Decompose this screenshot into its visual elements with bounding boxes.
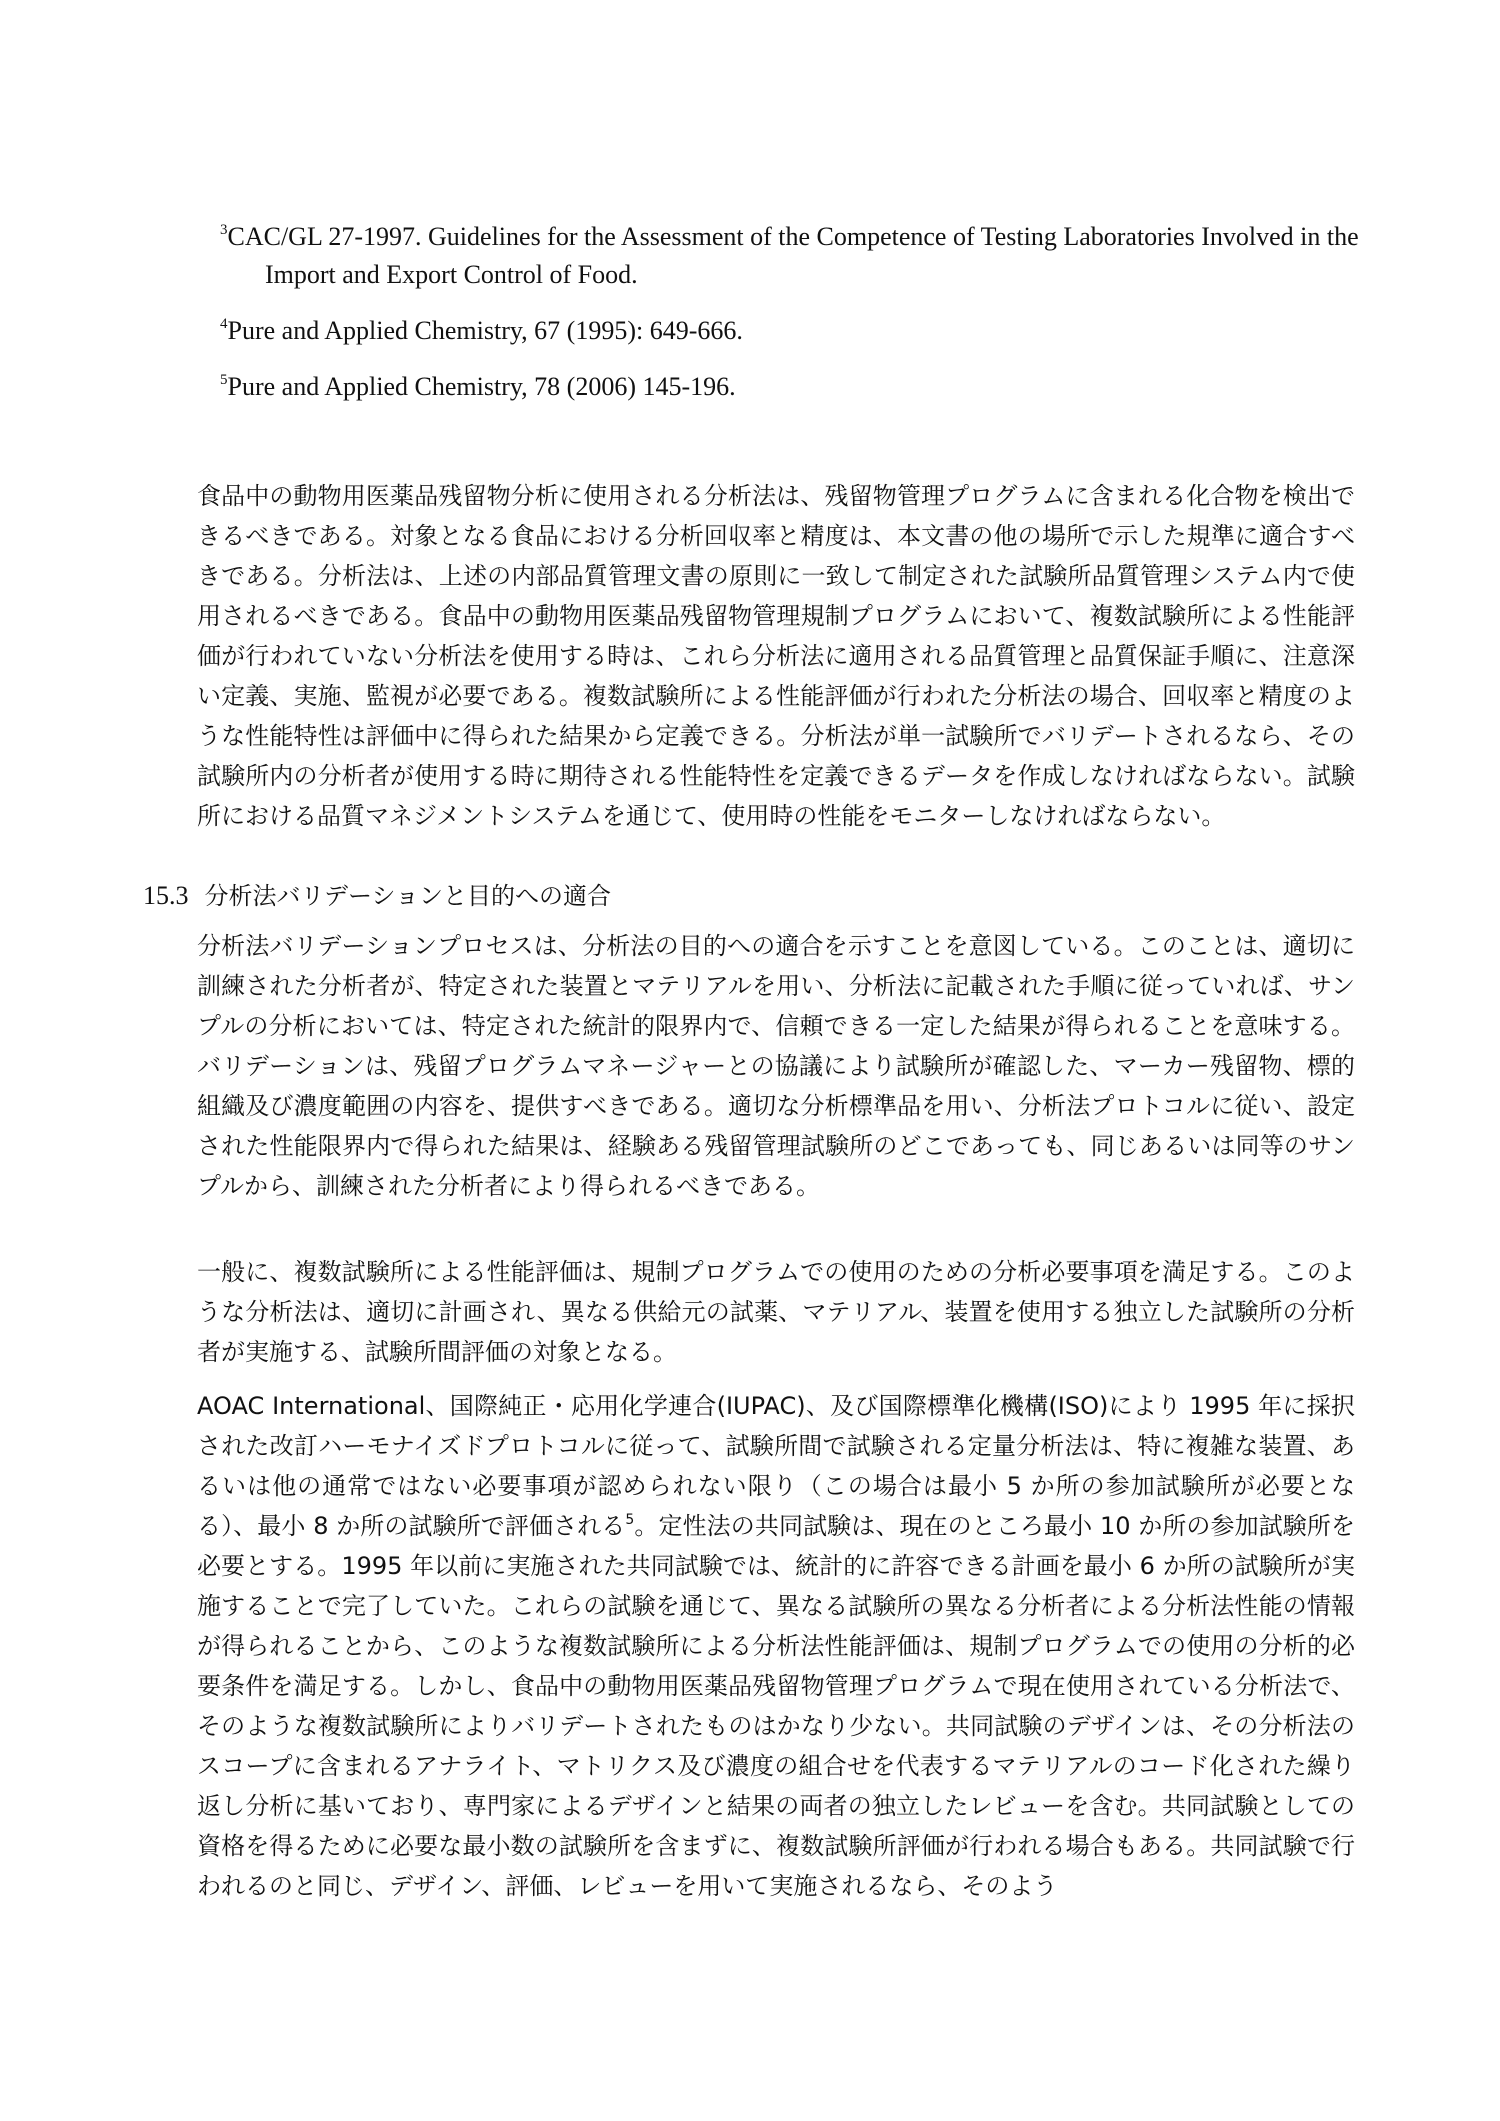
paragraph-text-a: AOAC International、国際純正・応用化学連合(IUPAC)、及び国際標準化機構(ISO)により 1995 年に採択された改訂ハーモナイズドプロトコルに従って、試験所間で試験される定量分析法は、特に複雑な装置、あるいは他の通常ではない必要事項が認められない限り（この場合は最小 5 か所の参加試験所が必要となる）、最小 8 か所の試験所で評価される xyxy=(197,1392,1355,1540)
reference-mark: 5 xyxy=(625,1512,635,1528)
reference-mark: 5 xyxy=(220,372,228,388)
section-title: 分析法バリデーションと目的への適合 xyxy=(204,882,612,910)
reference-5 xyxy=(220,368,1385,406)
reference-text: Pure and Applied Chemistry, 78 (2006) 145-196. xyxy=(227,372,736,401)
paragraph-collaborative-study xyxy=(197,1386,1355,1906)
section-number: 15.3 xyxy=(143,881,189,910)
paragraph-method-validation: 分析法バリデーションプロセスは、分析法の目的への適合を示すことを意図している。このことは、適切に訓練された分析者が、特定された装置とマテリアルを用い、分析法に記載された手順に従っていれば、サンプルの分析においては、特定された統計的限界内で、信頼できる一定した結果が得られることを意味する。バリデーションは、残留プログラムマネージャーとの協議により試験所が確認した、マーカー残留物、標的組織及び濃度範囲の内容を、提供すべきである。適切な分析標準品を用い、分析法プロトコルに従い、設定された性能限界内で得られた結果は、経験ある残留管理試験所のどこであっても、同じあるいは同等のサンプルから、訓練された分析者により得られるべきである。 xyxy=(197,932,1355,1200)
reference-4 xyxy=(220,312,1385,350)
reference-mark: 3 xyxy=(220,222,228,238)
section-heading xyxy=(143,876,1343,916)
reference-mark: 4 xyxy=(220,316,228,332)
reference-3 xyxy=(220,218,1385,294)
reference-text: CAC/GL 27-1997. Guidelines for the Assessment of the Competence of Testing Laboratories Involved in the Import and Export Control of Food. xyxy=(227,222,1359,289)
paragraph-text-b: 。定性法の共同試験は、現在のところ最小 10 か所の参加試験所を必要とする。1995 年以前に実施された共同試験では、統計的に許容できる計画を最小 6 か所の試験所が実施することで完了していた。これらの試験を通じて、異なる試験所の異なる分析者による分析法性能の情報が得られることから、このような複数試験所による分析法性能評価は、規制プログラムでの使用の分析的必要条件を満足する。しかし、食品中の動物用医薬品残留物管理プログラムで現在使用されている分析法で、そのような複数試験所によりバリデートされたものはかなり少ない。共同試験のデザインは、その分析法のスコープに含まれるアナライト、マトリクス及び濃度の組合せを代表するマテリアルのコード化された繰り返し分析に基いており、専門家によるデザインと結果の両者の独立したレビューを含む。共同試験としての資格を得るために必要な最小数の試験所を含まずに、複数試験所評価が行われる場合もある。共同試験で行われるのと同じ、デザイン、評価、レビューを用いて実施されるなら、そのよう xyxy=(197,1512,1356,1900)
paragraph-residue-analysis: 食品中の動物用医薬品残留物分析に使用される分析法は、残留物管理プログラムに含まれる化合物を検出できるべきである。対象となる食品における分析回収率と精度は、本文書の他の場所で示した規準に適合すべきである。分析法は、上述の内部品質管理文書の原則に一致して制定された試験所品質管理システム内で使用されるべきである。食品中の動物用医薬品残留物管理規制プログラムにおいて、複数試験所による性能評価が行われていない分析法を使用する時は、これら分析法に適用される品質管理と品質保証手順に、注意深い定義、実施、監視が必要である。複数試験所による性能評価が行われた分析法の場合、回収率と精度のような性能特性は評価中に得られた結果から定義できる。分析法が単一試験所でバリデートされるなら、その試験所内の分析者が使用する時に期待される性能特性を定義できるデータを作成しなければならない。試験所における品質マネジメントシステムを通じて、使用時の性能をモニターしなければならない。 xyxy=(197,482,1355,830)
paragraph-interlaboratory: 一般に、複数試験所による性能評価は、規制プログラムでの使用のための分析必要事項を満足する。このような分析法は、適切に計画され、異なる供給元の試薬、マテリアル、装置を使用する独立した試験所の分析者が実施する、試験所間評価の対象となる。 xyxy=(197,1258,1355,1366)
reference-text: Pure and Applied Chemistry, 67 (1995): 649-666. xyxy=(227,316,743,345)
